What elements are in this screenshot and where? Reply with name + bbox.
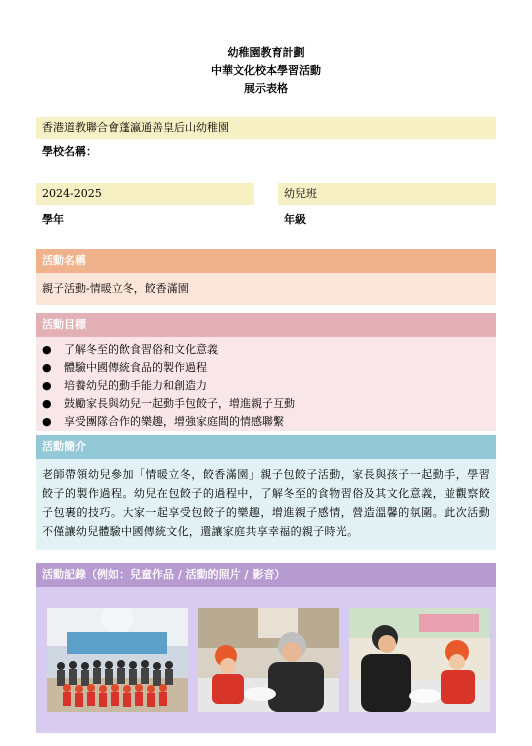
school-name-value: 香港道教聯合會蓬瀛通善皇后山幼稚園 — [36, 117, 496, 139]
intro-text: 老師帶領幼兒參加「情暖立冬，餃香滿園」親子包餃子活動，家長與孩子一起動手，學習餃子的製作過程。幼兒在包餃子的過程中，了解冬至的食物習俗及其文化意義，並觀察餃子包裹的技巧。大家一起享受包餃子的樂趣，增進親子感情，營造溫馨的氛圍。此次活動不僅讓幼兒體驗中國傳統文化，還讓家庭共享幸福的親子時光。 — [36, 459, 496, 550]
bullet-icon: ● — [42, 397, 52, 410]
goal-text: 享受團隊合作的樂趣，增強家庭間的情感聯繫 — [64, 415, 284, 428]
grade-label: 年級 — [284, 213, 306, 226]
list-item — [42, 341, 496, 359]
grade-value: 幼兒班 — [278, 183, 496, 205]
goal-text: 體驗中國傳統食品的製作過程 — [64, 361, 207, 374]
school-year-label: 學年 — [42, 213, 64, 226]
group-photo — [47, 608, 188, 712]
goals-list-panel — [36, 337, 496, 431]
activity-name-value: 親子活動-情暖立冬，餃香滿園 — [36, 273, 496, 305]
parent-child-photo — [349, 608, 490, 712]
goals-heading: 活動目標 — [36, 313, 496, 337]
list-item — [42, 395, 496, 413]
goal-text: 培養幼兒的動手能力和創造力 — [64, 379, 207, 392]
plan-title: 幼稚園教育計劃 — [227, 46, 305, 59]
bullet-icon: ● — [42, 343, 52, 356]
form-title: 展示表格 — [244, 82, 288, 95]
list-item — [42, 377, 496, 395]
school-year-value: 2024-2025 — [36, 183, 254, 205]
bullet-icon: ● — [42, 361, 52, 374]
bullet-icon: ● — [42, 415, 52, 428]
activity-title: 中華文化校本學習活動 — [211, 64, 321, 77]
intro-heading: 活動簡介 — [36, 435, 496, 459]
activity-name-heading: 活動名稱 — [36, 249, 496, 273]
goal-text: 鼓勵家長與幼兒一起動手包餃子，增進親子互動 — [64, 397, 295, 410]
school-name-label: 學校名稱： — [42, 145, 97, 158]
grandparent-child-photo — [198, 608, 339, 712]
bullet-icon: ● — [42, 379, 52, 392]
list-item — [42, 413, 496, 431]
goals-list — [36, 337, 496, 431]
records-heading: 活動記錄（例如：兒童作品 / 活動的照片 / 影音） — [36, 563, 496, 587]
list-item — [42, 359, 496, 377]
goal-text: 了解冬至的飲食習俗和文化意義 — [64, 343, 218, 356]
